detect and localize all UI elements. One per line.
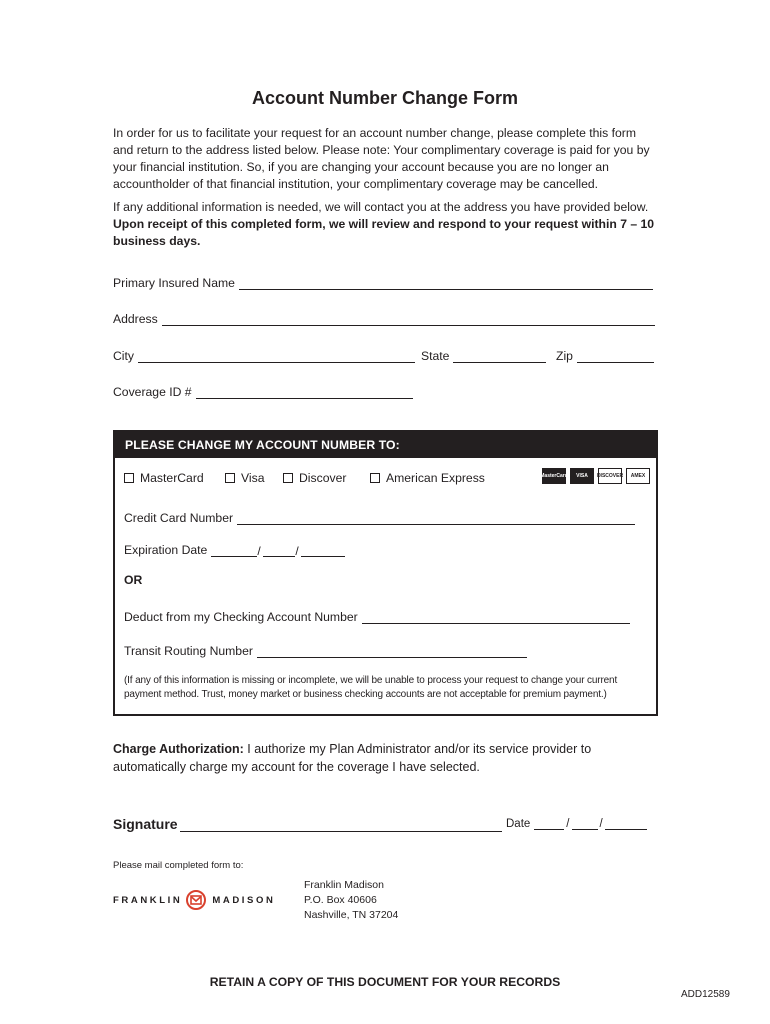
checkbox-amex[interactable] <box>370 473 380 483</box>
signature-date-month-line[interactable] <box>534 818 564 830</box>
credit-card-number-line[interactable] <box>237 513 635 525</box>
primary-insured-line[interactable] <box>239 278 653 290</box>
charge-authorization-label: Charge Authorization: <box>113 742 244 756</box>
city-line[interactable] <box>138 351 415 363</box>
state-line[interactable] <box>453 351 546 363</box>
mail-instruction: Please mail completed form to: <box>113 860 244 871</box>
checkbox-visa[interactable] <box>225 473 235 483</box>
coverage-id-label: Coverage ID # <box>113 385 192 399</box>
retain-copy-notice: RETAIN A COPY OF THIS DOCUMENT FOR YOUR RECORDS <box>209 975 561 989</box>
signature-label: Signature <box>113 816 178 832</box>
expiration-date-field[interactable] <box>124 539 345 557</box>
signature-date-label: Date <box>506 818 531 830</box>
franklin-madison-logo <box>113 890 275 910</box>
expiration-year-line[interactable] <box>301 545 345 557</box>
card-logos <box>542 468 650 484</box>
intro-paragraph: In order for us to facilitate your request for an account number change, please complete this form and return to the address listed below. Please note: Your complimentary coverage is paid for you by your financial institution. So, if you are changing your account because you are no longer an accountholder of that financial institution, your complimentary coverage may be cancelled. <box>113 126 650 191</box>
visa-logo-icon: VISA <box>570 468 594 484</box>
logo-envelope-icon <box>190 894 202 906</box>
option-amex[interactable] <box>370 470 485 486</box>
checkbox-mastercard[interactable] <box>124 473 134 483</box>
info-paragraph-text: If any additional information is needed, we will contact you at the address you have provided below. <box>113 200 649 214</box>
signature-date-slash-2: / <box>599 818 603 830</box>
option-mastercard[interactable] <box>124 470 204 486</box>
logo-word-franklin: FRANKLIN <box>113 894 183 906</box>
info-paragraph <box>113 199 658 250</box>
signature-line[interactable] <box>180 818 502 832</box>
payment-note: (If any of this information is missing or incomplete, we will be unable to process your request to change your current payment method. Trust, money market or business checking accounts are not acceptable for premium payment.) <box>124 675 618 700</box>
option-amex-label: American Express <box>386 471 485 485</box>
mailing-address-line3: Nashville, TN 37204 <box>304 909 399 921</box>
primary-insured-field[interactable] <box>113 272 653 290</box>
charge-authorization-text: I authorize my Plan Administrator and/or its service provider to automatically charge my account for the coverage I have selected. <box>113 742 592 774</box>
discover-logo-icon: DISCOVER <box>598 468 622 484</box>
transit-routing-label: Transit Routing Number <box>124 644 253 658</box>
mastercard-logo-icon: MasterCard <box>542 468 566 484</box>
mailing-address-line2: P.O. Box 40606 <box>304 894 377 906</box>
signature-field[interactable] <box>113 812 502 832</box>
option-discover[interactable] <box>283 470 346 486</box>
city-field[interactable] <box>113 345 415 363</box>
checking-account-field[interactable] <box>124 606 630 624</box>
transit-routing-line[interactable] <box>257 646 527 658</box>
city-label: City <box>113 349 134 363</box>
coverage-id-field[interactable] <box>113 381 413 399</box>
state-field[interactable] <box>421 345 546 363</box>
primary-insured-label: Primary Insured Name <box>113 276 235 290</box>
option-visa[interactable] <box>225 470 265 486</box>
address-field[interactable] <box>113 308 655 326</box>
option-mastercard-label: MasterCard <box>140 471 204 485</box>
checking-account-line[interactable] <box>362 612 630 624</box>
signature-date-year-line[interactable] <box>605 818 647 830</box>
mailing-address <box>304 878 398 923</box>
checking-account-label: Deduct from my Checking Account Number <box>124 610 358 624</box>
signature-date-day-line[interactable] <box>572 818 598 830</box>
account-change-heading: PLEASE CHANGE MY ACCOUNT NUMBER TO: <box>115 432 656 458</box>
form-code: ADD12589 <box>681 989 730 1000</box>
mailing-address-line1: Franklin Madison <box>304 879 384 891</box>
or-divider: OR <box>124 573 143 587</box>
form-title: Account Number Change Form <box>251 88 519 108</box>
option-discover-label: Discover <box>299 471 347 485</box>
expiration-slash-1: / <box>257 544 261 558</box>
signature-date-slash-1: / <box>566 818 570 830</box>
coverage-id-line[interactable] <box>196 387 413 399</box>
zip-label: Zip <box>556 349 573 363</box>
signature-date-field[interactable] <box>506 814 647 830</box>
address-label: Address <box>113 312 158 326</box>
logo-word-madison: MADISON <box>212 894 276 906</box>
expiration-slash-2: / <box>295 544 299 558</box>
charge-authorization <box>113 740 658 776</box>
info-paragraph-bold: Upon receipt of this completed form, we will review and respond to your request within 7 – 10 business days. <box>113 217 655 248</box>
expiration-date-label: Expiration Date <box>124 543 208 557</box>
zip-field[interactable] <box>556 345 654 363</box>
zip-line[interactable] <box>577 351 654 363</box>
credit-card-number-label: Credit Card Number <box>124 511 234 525</box>
address-line[interactable] <box>162 314 655 326</box>
expiration-month-line[interactable] <box>211 545 257 557</box>
transit-routing-field[interactable] <box>124 640 527 658</box>
amex-logo-icon: AMEX <box>626 468 650 484</box>
credit-card-number-field[interactable] <box>124 507 635 525</box>
checkbox-discover[interactable] <box>283 473 293 483</box>
expiration-day-line[interactable] <box>263 545 295 557</box>
logo-mark-icon <box>186 890 206 910</box>
state-label: State <box>421 349 450 363</box>
option-visa-label: Visa <box>241 471 265 485</box>
